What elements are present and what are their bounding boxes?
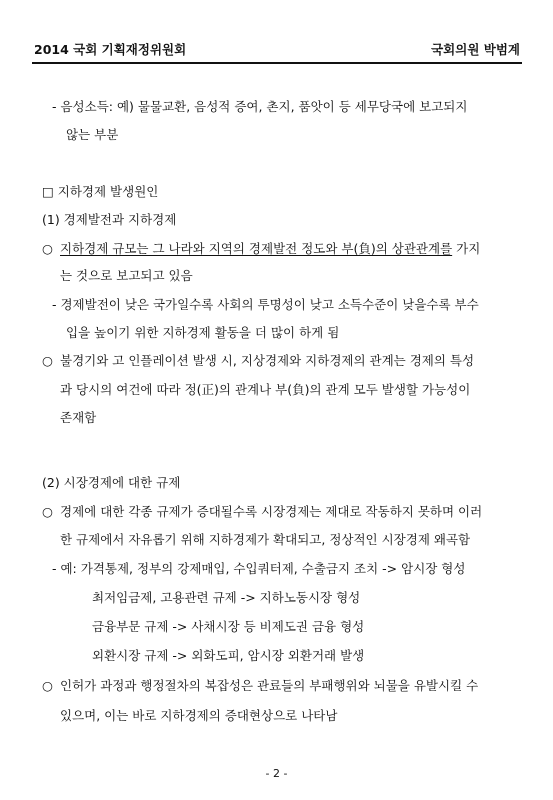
example-line-2: 최저임금제, 고용관련 규제 -> 지하노동시장 형성 xyxy=(92,590,361,605)
page-number: - 2 - xyxy=(265,767,288,780)
bullet-circle: ○ xyxy=(42,241,53,256)
intro-line-2: 않는 부분 xyxy=(66,127,119,142)
paragraph-2-line-2: 과 당시의 여건에 따라 정(正)의 관계나 부(負)의 관계 모두 발생할 가능성이 xyxy=(60,382,471,397)
example-line-3: 금융부문 규제 -> 사채시장 등 비제도권 금융 형성 xyxy=(92,619,365,634)
paragraph-1-line-1 xyxy=(60,241,480,257)
paragraph-4-line-2: 있으며, 이는 바로 지하경제의 증대현상으로 나타남 xyxy=(60,708,338,723)
example-line-1: - 예: 가격통제, 정부의 강제매입, 수입쿼터제, 수출금지 조치 -> 암시장 형성 xyxy=(52,561,466,576)
paragraph-3-line-1: 경제에 대한 각종 규제가 증대될수록 시장경제는 제대로 작동하지 못하며 이러 xyxy=(60,504,483,519)
paragraph-2-line-3: 존재함 xyxy=(60,410,97,425)
subsection-1-heading: (1) 경제발전과 지하경제 xyxy=(42,212,177,227)
paragraph-1-line-1-rest: 가지 xyxy=(452,241,481,256)
subsection-2-heading: (2) 시장경제에 대한 규제 xyxy=(42,475,181,490)
paragraph-4-line-1: 인허가 과정과 행정절차의 복잡성은 관료들의 부패행위와 뇌물을 유발시킬 수 xyxy=(60,678,479,693)
paragraph-2-line-1: 불경기와 고 인플레이션 발생 시, 지상경제와 지하경제의 관계는 경제의 특성 xyxy=(60,353,475,368)
paragraph-1-sub-line-2: 입을 높이기 위한 지하경제 활동을 더 많이 하게 됨 xyxy=(66,325,340,340)
bullet-circle: ○ xyxy=(42,353,53,368)
bullet-circle: ○ xyxy=(42,678,53,693)
paragraph-3-line-2: 한 규제에서 자유롭기 위해 지하경제가 확대되고, 정상적인 시장경제 왜곡함 xyxy=(60,532,471,547)
paragraph-1-line-2: 는 것으로 보고되고 있음 xyxy=(60,268,193,283)
underlined-phrase: 지하경제 규모는 그 나라와 지역의 경제발전 정도와 부(負)의 상관관계를 xyxy=(60,241,453,256)
paragraph-1-sub-line-1: - 경제발전이 낮은 국가일수록 사회의 투명성이 낮고 소득수준이 낮을수록 부수 xyxy=(52,297,479,312)
bullet-circle: ○ xyxy=(42,504,53,519)
intro-line-1: - 음성소득: 예) 물물교환, 음성적 증여, 촌지, 품앗이 등 세무당국에 보고되지 xyxy=(52,99,468,114)
section-heading: □ 지하경제 발생원인 xyxy=(42,184,159,199)
header-rule xyxy=(32,62,522,64)
example-line-4: 외환시장 규제 -> 외화도피, 암시장 외환거래 발생 xyxy=(92,648,365,663)
header-author: 국회의원 박범계 xyxy=(431,42,520,57)
header-committee: 2014 국회 기획재정위원회 xyxy=(34,42,187,57)
